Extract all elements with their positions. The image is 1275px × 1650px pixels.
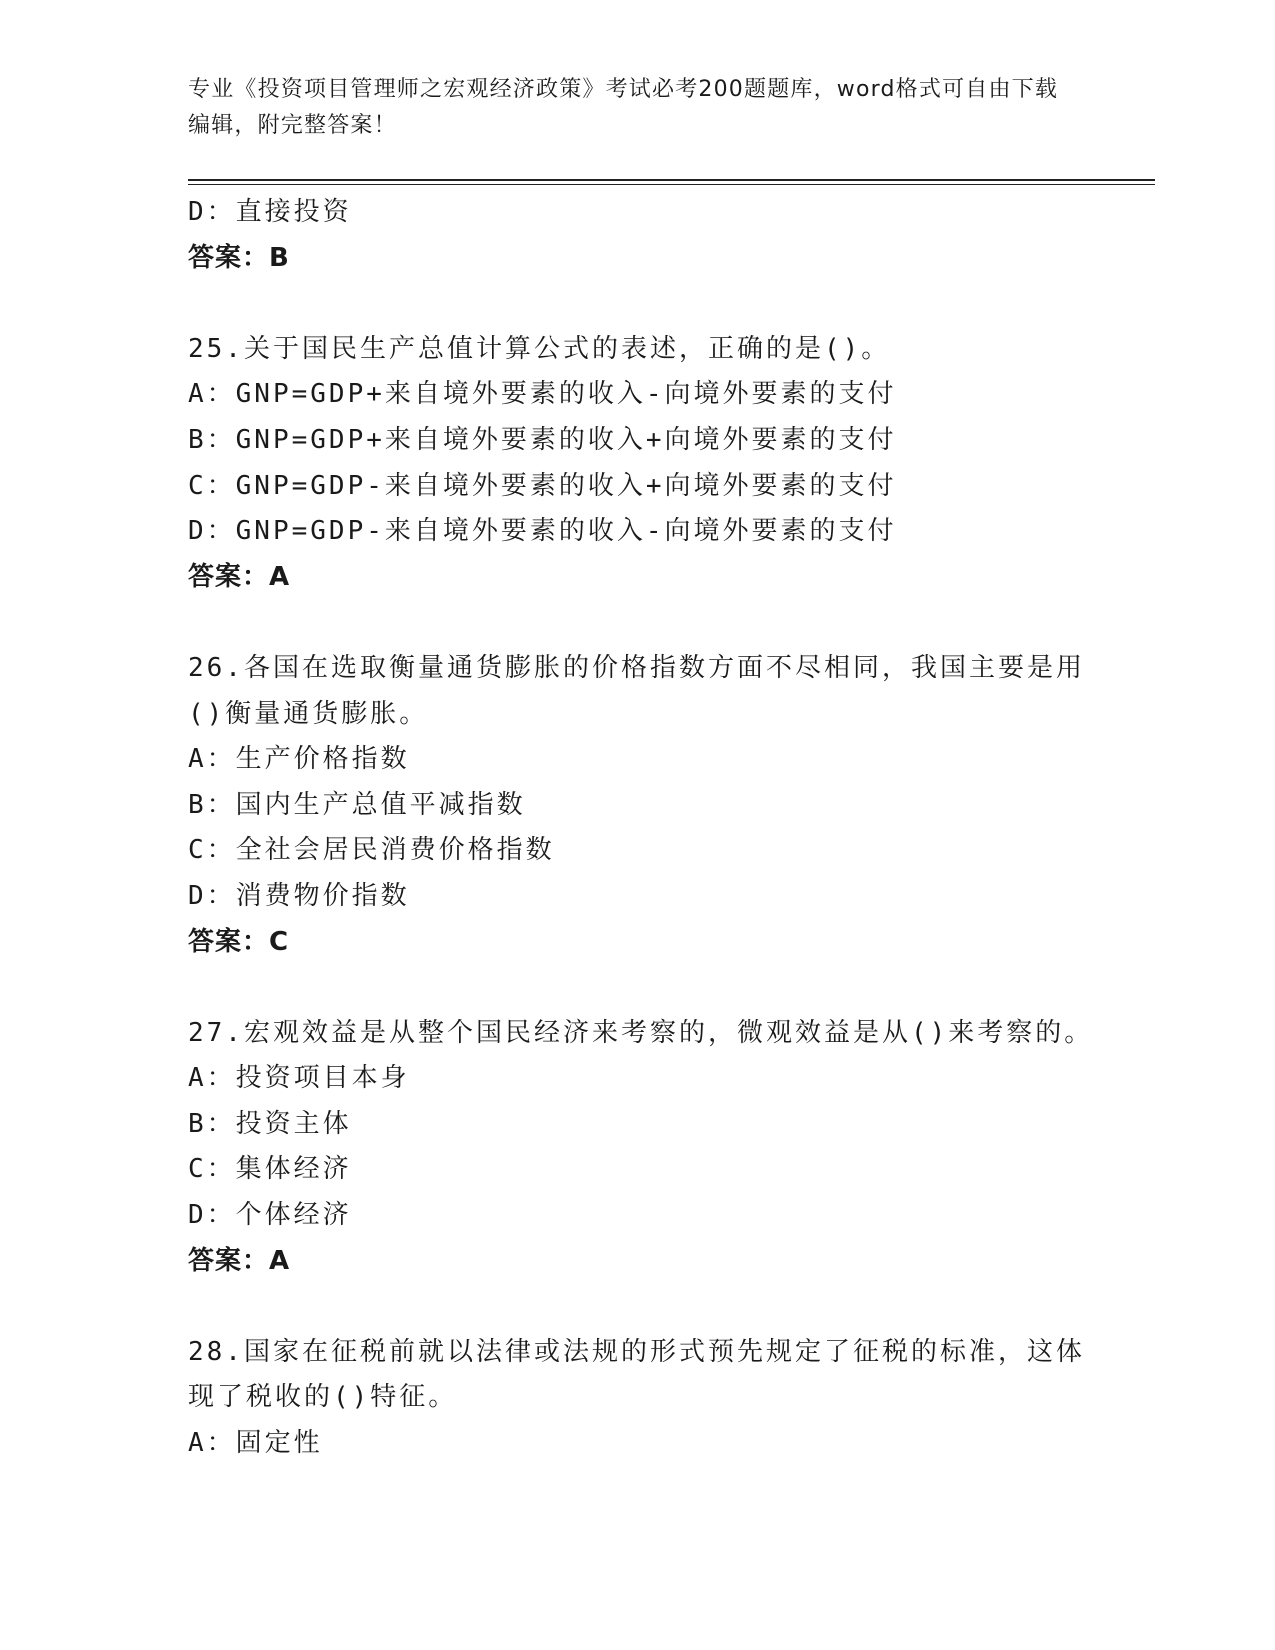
option-b: B：GNP=GDP+来自境外要素的收入+向境外要素的支付 (188, 424, 897, 455)
header-divider-thick (188, 179, 1155, 181)
option-d: D：个体经济 (188, 1200, 352, 1231)
question-stem-line2: 现了税收的()特征。 (188, 1382, 458, 1413)
answer: 答案：C (188, 926, 290, 957)
question-27 (188, 1011, 1094, 1285)
header-text: 专业《投资项目管理师之宏观经济政策》考试必考200题题库，word格式可自由下载编辑，附完整答案！ (188, 77, 1059, 138)
option-d: D：消费物价指数 (188, 880, 410, 911)
question-list (188, 190, 1094, 1467)
option-a: A：投资项目本身 (188, 1063, 410, 1094)
spacer (188, 1284, 1088, 1330)
answer: 答案：A (188, 561, 291, 592)
option-c: C：集体经济 (188, 1154, 352, 1185)
option-b: B：国内生产总值平减指数 (188, 789, 526, 820)
answer: 答案：A (188, 1245, 291, 1276)
option-d: D：GNP=GDP-来自境外要素的收入-向境外要素的支付 (188, 516, 897, 547)
spacer (188, 600, 1088, 646)
option-a: A：固定性 (188, 1428, 323, 1459)
question-stem: 27.宏观效益是从整个国民经济来考察的，微观效益是从()来考察的。 (188, 1017, 1094, 1048)
question-stem-line1: 28.国家在征税前就以法律或法规的形式预先规定了征税的标准，这体 (188, 1336, 1085, 1367)
question-stem-line1: 26.各国在选取衡量通货膨胀的价格指数方面不尽相同，我国主要是用 (188, 652, 1085, 683)
question-25 (188, 327, 1088, 601)
option-d: D：直接投资 (188, 197, 352, 227)
option-a: A：生产价格指数 (188, 744, 410, 775)
option-c: C：全社会居民消费价格指数 (188, 835, 555, 866)
document-header (188, 72, 1068, 144)
question-26 (188, 646, 1088, 965)
option-b: B：投资主体 (188, 1108, 352, 1139)
option-c: C：GNP=GDP-来自境外要素的收入+向境外要素的支付 (188, 470, 897, 501)
spacer (188, 281, 1088, 327)
option-a: A：GNP=GDP+来自境外要素的收入-向境外要素的支付 (188, 379, 897, 410)
spacer (188, 965, 1088, 1011)
question-stem: 25.关于国民生产总值计算公式的表述，正确的是()。 (188, 333, 891, 364)
question-stem-line2: ()衡量通货膨胀。 (188, 698, 429, 729)
question-28 (188, 1330, 1088, 1467)
answer: 答案：B (188, 242, 290, 273)
header-divider-thin (188, 184, 1155, 185)
